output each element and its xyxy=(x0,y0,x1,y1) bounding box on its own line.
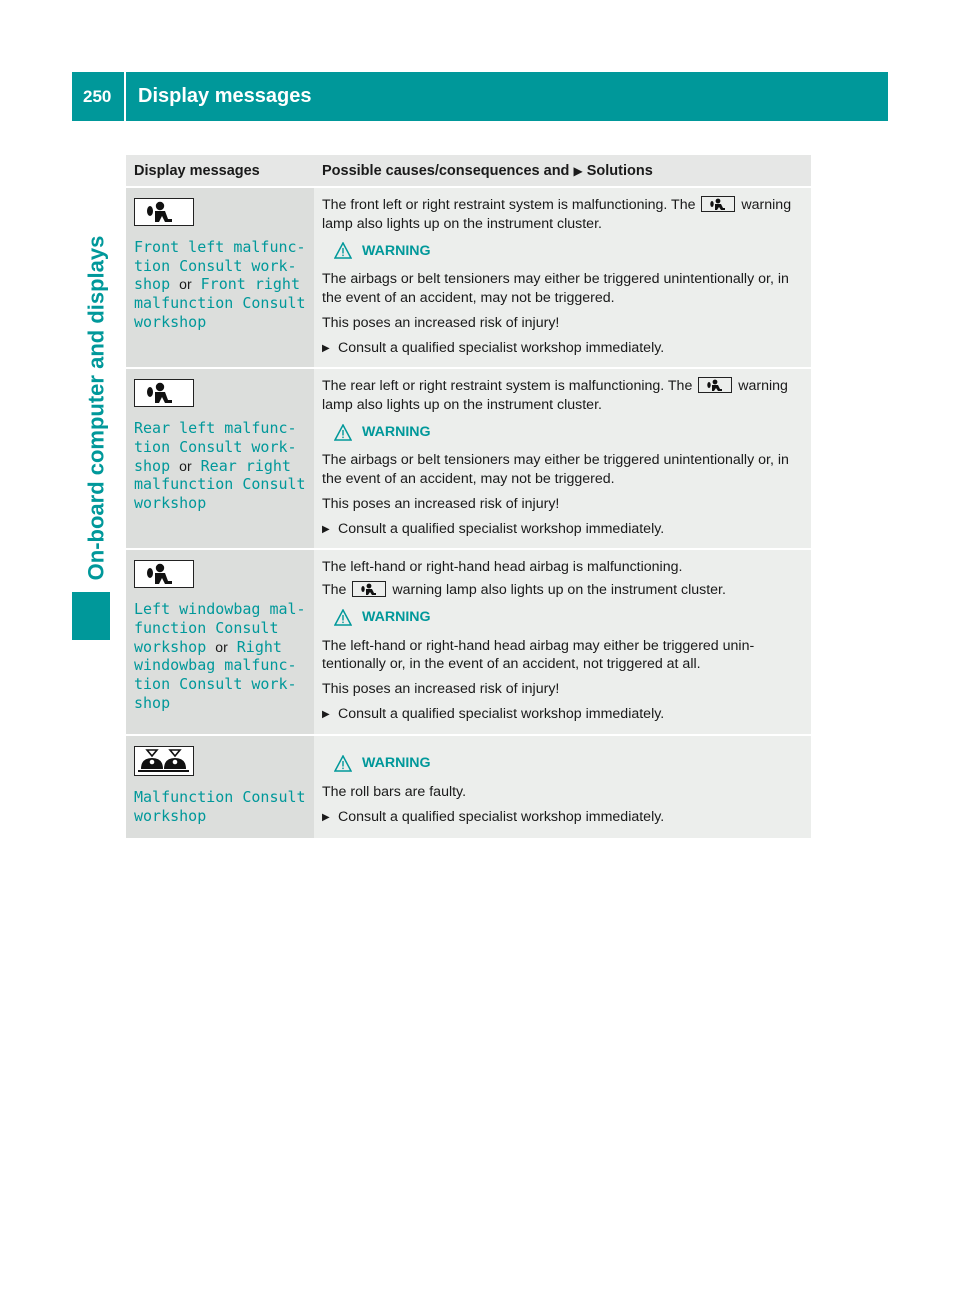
message-cell xyxy=(126,735,314,837)
warning-triangle-icon xyxy=(334,242,352,259)
warning-text: The airbags or belt tensioners may either be triggered unintentionally or, in the event of an accident, may not be triggered. xyxy=(322,452,789,488)
action-text: Consult a qualified specialist workshop immediately. xyxy=(338,808,665,825)
bullet-arrow-icon: ▶ xyxy=(322,523,330,535)
page-header xyxy=(72,72,888,121)
bullet-arrow-icon: ▶ xyxy=(322,342,330,354)
airbag-warning-lamp-icon xyxy=(352,581,386,597)
warning-heading xyxy=(334,423,803,442)
warning-label: WARNING xyxy=(362,242,431,259)
message-cell xyxy=(126,187,314,368)
solution-cell xyxy=(314,187,811,368)
warning-label: WARNING xyxy=(362,755,431,772)
message-text-right-windowbag: Right windowbag malfunc- tion Consult work- shop xyxy=(134,637,297,712)
warning-text: The left-hand or right-hand head airbag may either be triggered unin-tentionally or, in the event of an accident, not triggered at all. xyxy=(322,637,755,673)
solution-cell xyxy=(314,549,811,735)
airbag-warning-lamp-icon xyxy=(698,377,732,393)
description-text-continued: warning lamp also lights up on the instrument cluster. xyxy=(322,197,792,232)
airbag-person-icon xyxy=(134,379,194,407)
table-row xyxy=(126,735,811,837)
warning-text: The roll bars are faulty. xyxy=(322,784,467,801)
column-header-display-messages: Display messages xyxy=(126,155,314,187)
action-text: Consult a qualified specialist workshop immediately. xyxy=(338,705,665,722)
or-label: or xyxy=(215,638,228,655)
message-cell xyxy=(126,549,314,735)
airbag-person-icon xyxy=(134,198,194,226)
side-section-label xyxy=(72,222,121,594)
side-tab-marker xyxy=(72,592,110,640)
description-text-continued: warning lamp also lights up on the instrument cluster. xyxy=(322,378,788,413)
description-line: The left-hand or right-hand head airbag is malfunctioning. xyxy=(322,559,683,576)
warning-label: WARNING xyxy=(362,423,431,440)
action-text: Consult a qualified specialist workshop immediately. xyxy=(338,520,665,537)
message-text-rear-right: Rear right malfunction Consult workshop xyxy=(134,456,306,512)
warning-heading xyxy=(334,242,803,261)
action-item xyxy=(322,808,803,827)
message-cell xyxy=(126,368,314,549)
table-row xyxy=(126,549,811,735)
message-text-left-windowbag: Left windowbag mal- function Consult workshop xyxy=(134,600,306,656)
risk-text: This poses an increased risk of injury! xyxy=(322,681,560,698)
action-item xyxy=(322,520,803,539)
table-row xyxy=(126,368,811,549)
table-header-row xyxy=(126,155,811,187)
or-label: or xyxy=(179,457,192,474)
display-messages-table xyxy=(126,155,811,838)
message-text-front-left: Front left malfunc- tion Consult work- shop xyxy=(134,237,306,294)
message-text-rear-left: Rear left malfunc- tion Consult work- shop xyxy=(134,419,297,475)
airbag-warning-lamp-icon xyxy=(701,196,735,212)
action-text: Consult a qualified specialist workshop immediately. xyxy=(338,339,665,356)
column-header-causes xyxy=(314,155,811,187)
warning-triangle-icon xyxy=(334,609,352,626)
page-number: 250 xyxy=(72,72,126,121)
airbag-person-icon xyxy=(134,560,194,588)
col2-header-post: Solutions xyxy=(586,163,653,179)
page-title: Display messages xyxy=(138,85,312,107)
message-text-roll-bar: Malfunction Consult workshop xyxy=(134,788,306,825)
description-text: The xyxy=(322,582,347,599)
roll-bar-icon xyxy=(134,746,194,776)
warning-triangle-icon xyxy=(334,755,352,772)
play-arrow-icon: ▶ xyxy=(573,164,583,178)
risk-text: This poses an increased risk of injury! xyxy=(322,495,560,512)
description-text-continued: warning lamp also lights up on the instrument cluster. xyxy=(392,582,726,599)
description-text: The rear left or right restraint system is malfunctioning. The xyxy=(322,378,693,395)
side-label-text: On-board computer and displays xyxy=(83,235,109,581)
risk-text: This poses an increased risk of injury! xyxy=(322,314,560,331)
bullet-arrow-icon: ▶ xyxy=(322,811,330,823)
description-text: The front left or right restraint system is malfunctioning. The xyxy=(322,197,696,214)
table-row xyxy=(126,187,811,368)
warning-triangle-icon xyxy=(334,424,352,441)
warning-label: WARNING xyxy=(362,608,431,625)
col2-header-pre: Possible causes/consequences and xyxy=(322,163,570,179)
bullet-arrow-icon: ▶ xyxy=(322,708,330,720)
warning-heading xyxy=(334,754,803,773)
solution-cell xyxy=(314,735,811,837)
or-label: or xyxy=(179,276,192,293)
action-item xyxy=(322,705,803,724)
warning-text: The airbags or belt tensioners may either be triggered unintentionally or, in the event of an accident, may not be triggered. xyxy=(322,271,789,307)
message-text-front-right: Front right malfunction Consult workshop xyxy=(134,275,306,331)
warning-heading xyxy=(334,608,803,627)
action-item xyxy=(322,339,803,358)
solution-cell xyxy=(314,368,811,549)
